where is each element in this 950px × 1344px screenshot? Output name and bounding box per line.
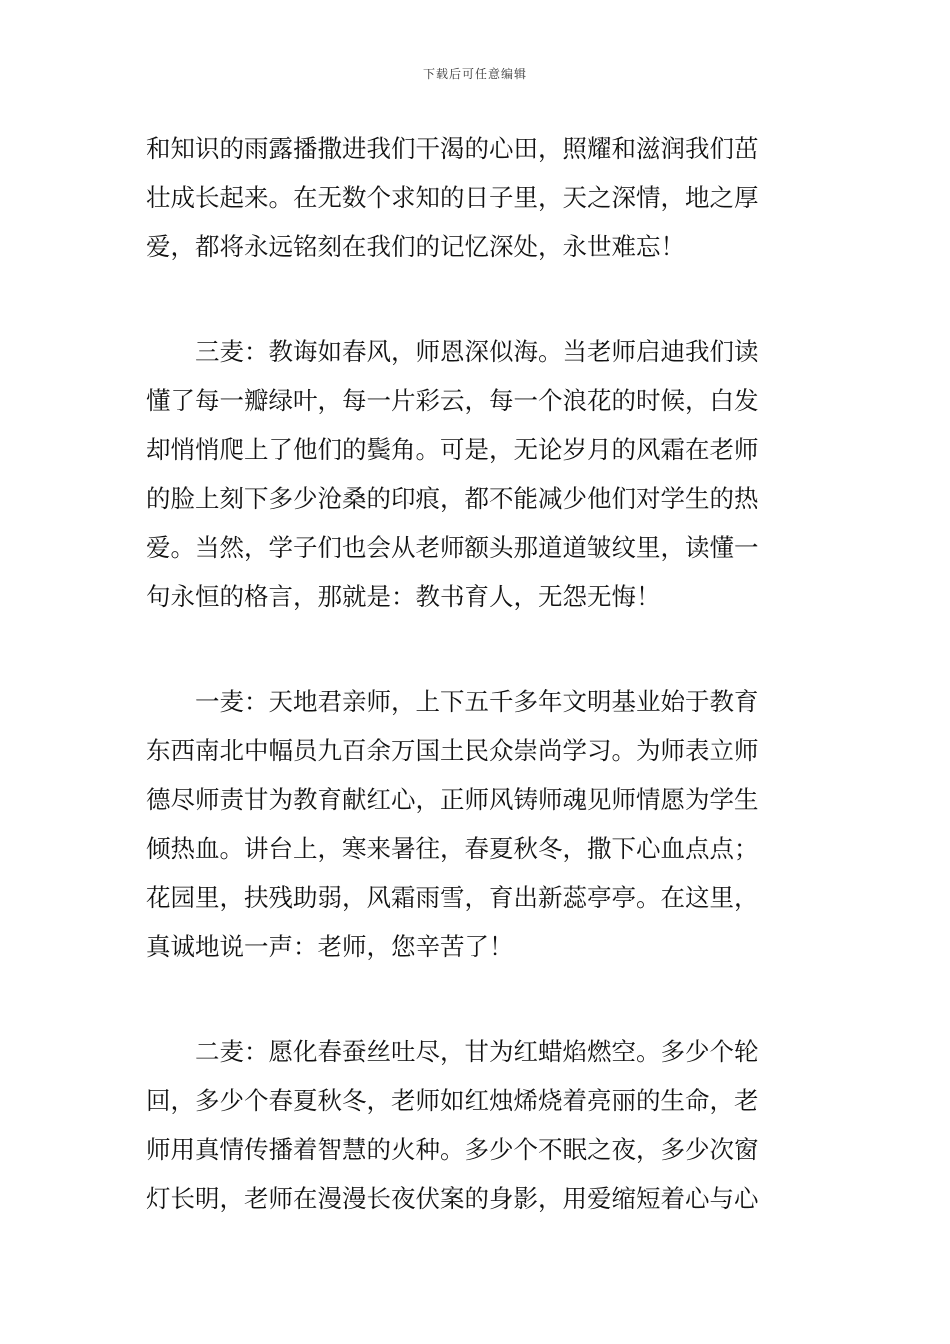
- paragraph-continuation: [146, 124, 808, 271]
- text-line: 花园里，扶残助弱，风霜雨雪，育出新蕊亭亭。在这里，: [146, 883, 759, 912]
- text-line: 爱。当然，学子们也会从老师额头那道道皱纹里，读懂一: [146, 533, 759, 562]
- text-line: 倾热血。讲台上，寒来暑往，春夏秋冬，撒下心血点点；: [146, 834, 759, 863]
- text-line: 的脸上刻下多少沧桑的印痕，都不能减少他们对学生的热: [146, 484, 759, 513]
- paragraph-yi-mai: [146, 677, 808, 971]
- text-line: 却悄悄爬上了他们的鬓角。可是，无论岁月的风霜在老师: [146, 435, 759, 464]
- paragraph-er-mai: [146, 1027, 808, 1223]
- text-line: 真诚地说一声：老师，您辛苦了！: [146, 932, 514, 961]
- text-line: 懂了每一瓣绿叶，每一片彩云，每一个浪花的时候，白发: [146, 386, 759, 415]
- paragraph-gap: [146, 271, 808, 327]
- text-line: 东西南北中幅员九百余万国土民众崇尚学习。为师表立师: [146, 736, 759, 765]
- paragraph-gap: [146, 971, 808, 1027]
- text-line: 句永恒的格言，那就是：教书育人，无怨无悔！: [146, 582, 661, 611]
- text-line: 壮成长起来。在无数个求知的日子里，天之深情，地之厚: [146, 183, 759, 212]
- text-line: 一麦：天地君亲师，上下五千多年文明基业始于教育: [195, 687, 759, 716]
- text-line: 二麦：愿化春蚕丝吐尽，甘为红蜡焰燃空。多少个轮: [195, 1037, 759, 1066]
- text-line: 爱，都将永远铭刻在我们的记忆深处，永世难忘！: [146, 232, 685, 261]
- paragraph-gap: [146, 621, 808, 677]
- text-line: 师用真情传播着智慧的火种。多少个不眠之夜，多少次窗: [146, 1135, 759, 1164]
- text-line: 回，多少个春夏秋冬，老师如红烛烯烧着亮丽的生命，老: [146, 1086, 759, 1115]
- page-header: 下载后可任意编辑: [422, 67, 527, 81]
- text-line: 和知识的雨露播撒进我们干渴的心田，照耀和滋润我们茁: [146, 134, 759, 163]
- document-body: [146, 124, 808, 1223]
- text-line: 三麦：教诲如春风，师恩深似海。当老师启迪我们读: [195, 337, 759, 366]
- paragraph-san-mai: [146, 327, 808, 621]
- text-line: 灯长明，老师在漫漫长夜伏案的身影，用爱缩短着心与心: [146, 1184, 759, 1213]
- text-line: 德尽师责甘为教育献红心，正师风铸师魂见师情愿为学生: [146, 785, 759, 814]
